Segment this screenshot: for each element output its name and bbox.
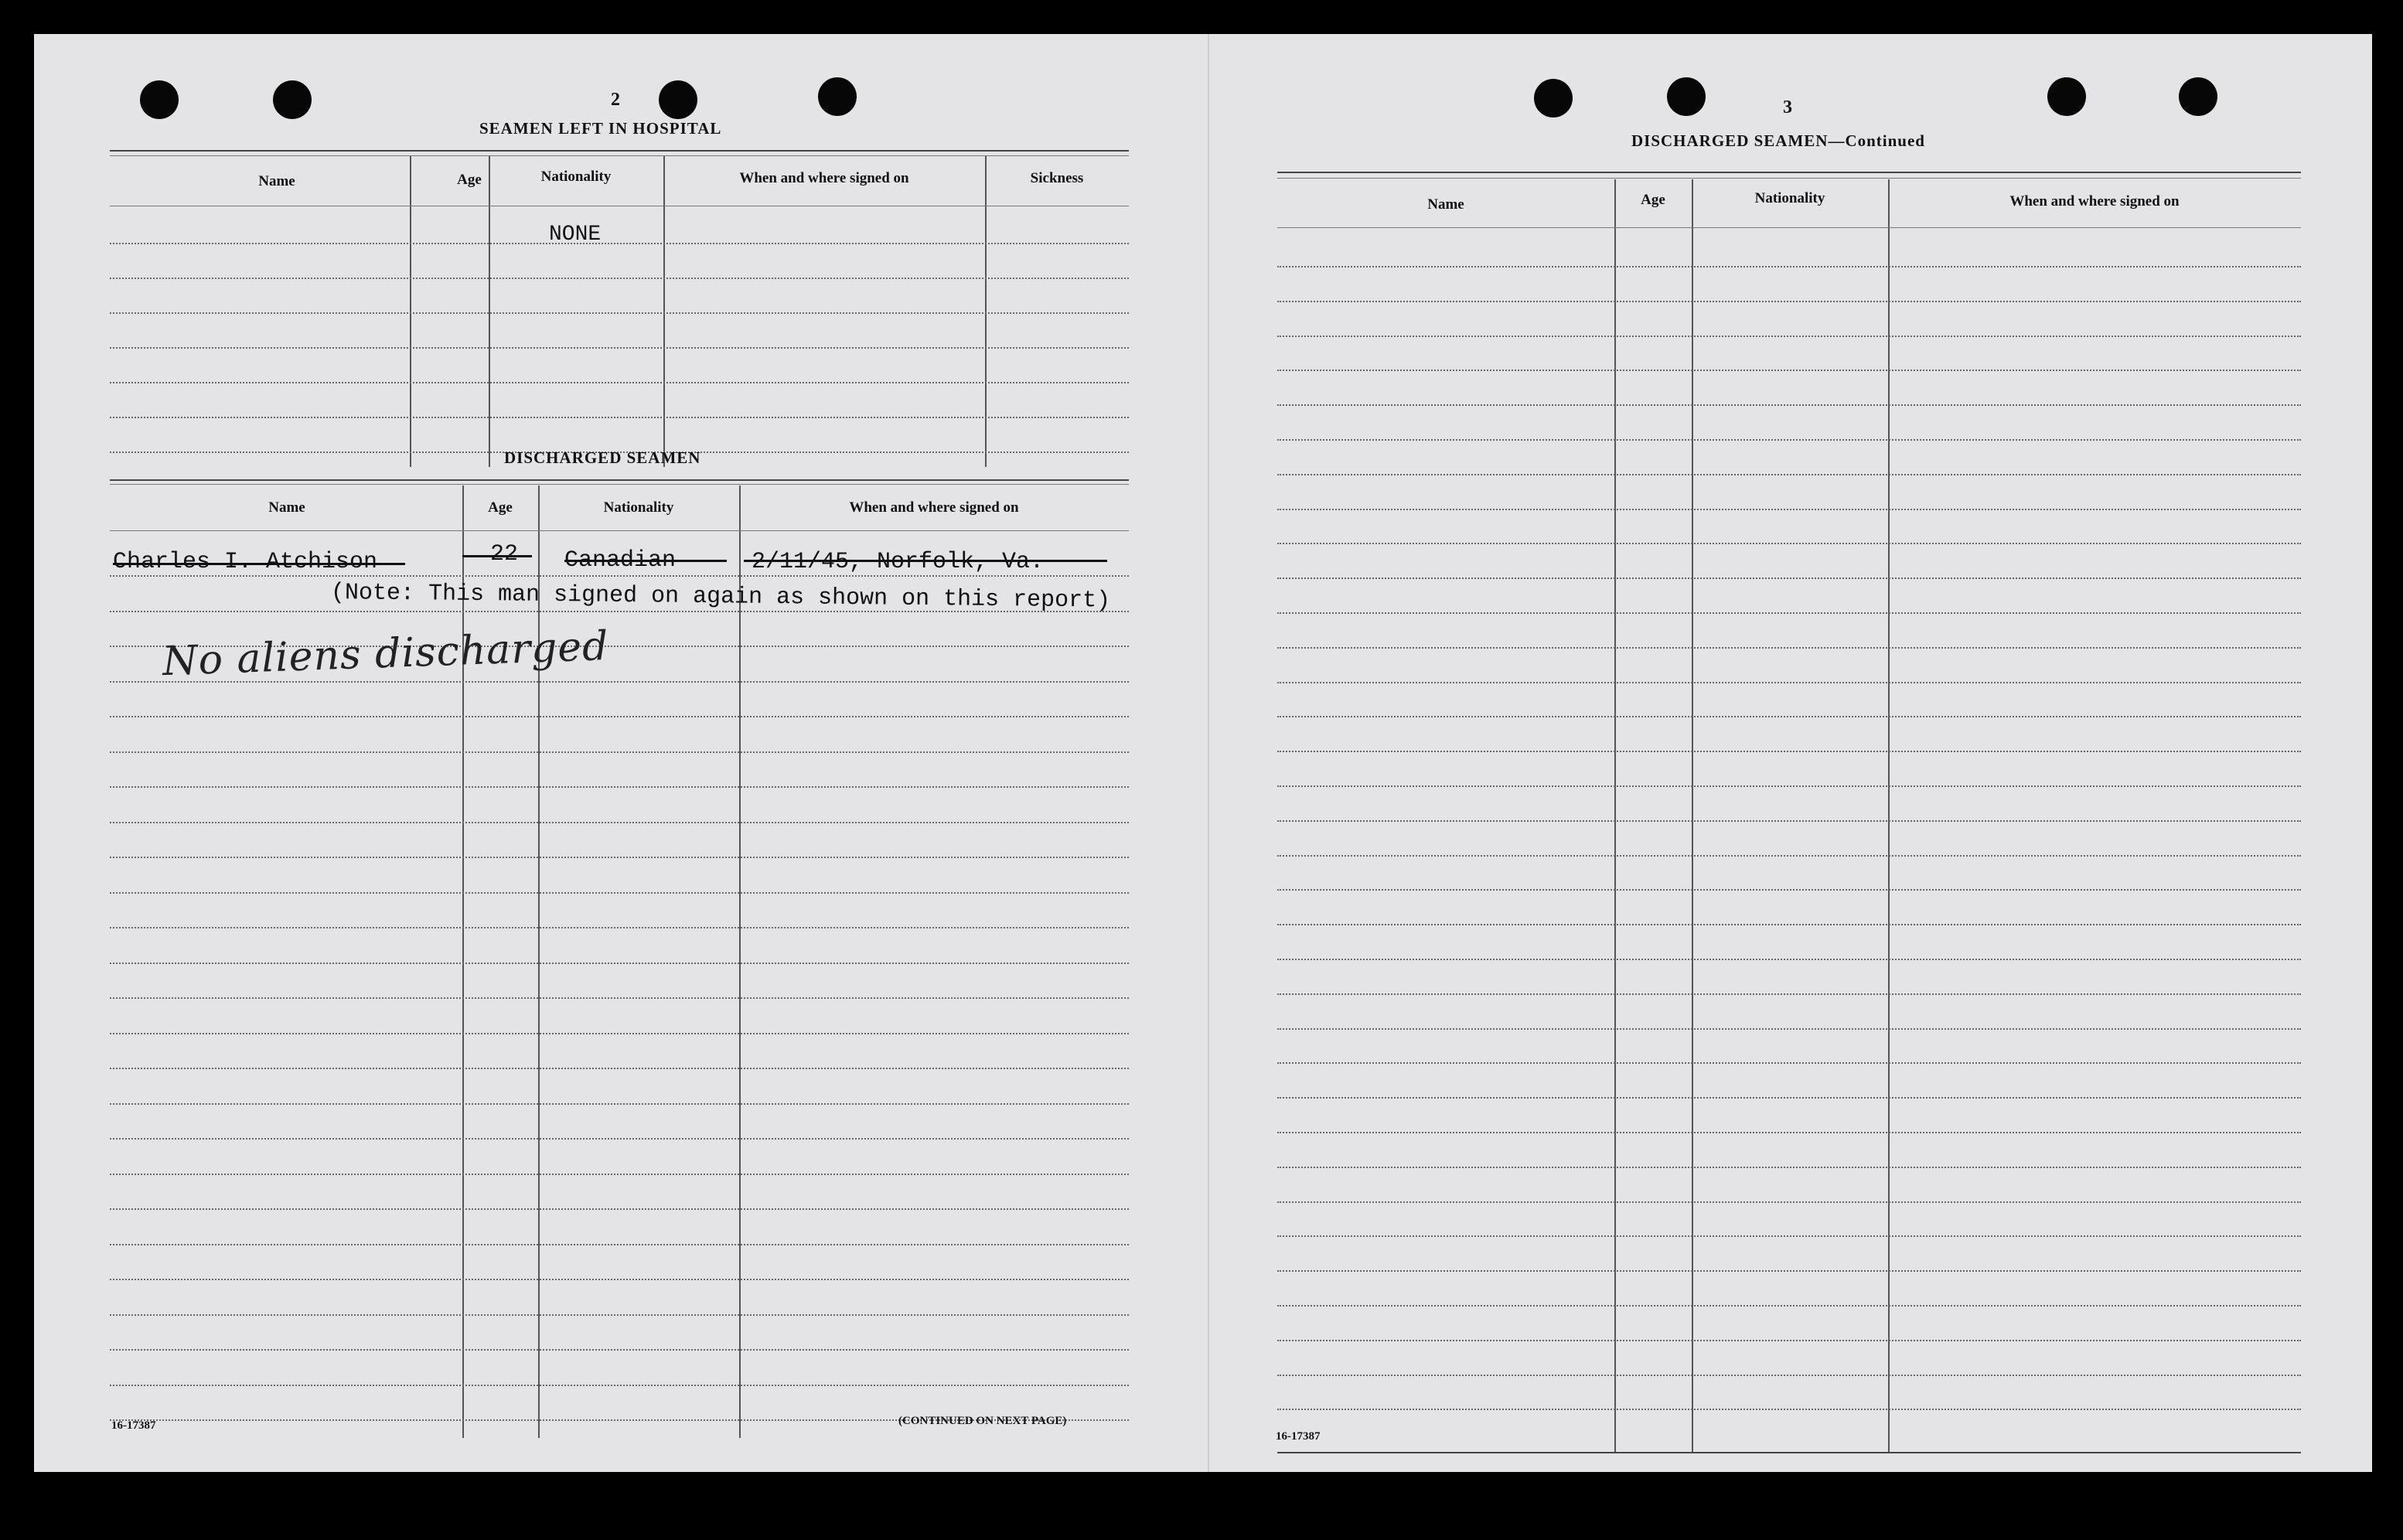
col-header-age: Age	[457, 172, 482, 188]
row-line	[1277, 1375, 2301, 1376]
row-line	[1277, 716, 2301, 717]
right-page	[1208, 34, 2372, 1472]
row-line	[110, 417, 1129, 418]
row-line	[110, 1385, 1129, 1386]
row-line	[110, 347, 1129, 349]
row-line	[110, 1138, 1129, 1140]
rule	[110, 530, 1129, 531]
form-number: 16-17387	[1276, 1430, 1321, 1443]
row-line	[1277, 682, 2301, 683]
column-rule	[985, 156, 987, 467]
row-line	[1277, 1028, 2301, 1030]
punch-hole	[2179, 77, 2217, 116]
row-line	[1277, 889, 2301, 891]
row-line	[1277, 266, 2301, 267]
row-line	[110, 1068, 1129, 1069]
row-line	[110, 997, 1129, 999]
rule	[1277, 227, 2301, 228]
row-line	[1277, 439, 2301, 441]
row-line	[1277, 785, 2301, 787]
row-line	[110, 857, 1129, 858]
punch-hole	[818, 77, 857, 116]
row-line	[1277, 1270, 2301, 1272]
row-line	[110, 751, 1129, 753]
rule	[110, 479, 1129, 481]
row-line	[1277, 336, 2301, 337]
row-line	[1277, 404, 2301, 406]
row-line	[110, 962, 1129, 964]
strike-through	[564, 560, 727, 562]
rule	[110, 484, 1129, 485]
row-line	[110, 1208, 1129, 1210]
col-header-age: Age	[1641, 192, 1665, 208]
handwritten-annotation: No aliens discharged	[162, 622, 610, 686]
row-line	[1277, 751, 2301, 752]
row-line	[1277, 1305, 2301, 1307]
seaman-signed-on: 2/11/45, Norfolk, Va.	[752, 549, 1045, 575]
row-line	[1277, 509, 2301, 510]
punch-hole	[273, 80, 312, 119]
page-title: DISCHARGED SEAMEN—Continued	[1631, 131, 1925, 150]
punch-hole	[1667, 77, 1706, 116]
row-line	[110, 1244, 1129, 1245]
hospital-section-title: SEAMEN LEFT IN HOSPITAL	[479, 119, 722, 138]
row-line	[1277, 1167, 2301, 1168]
row-line	[110, 1314, 1129, 1316]
row-line	[1277, 855, 2301, 857]
col-header-signed-on: When and where signed on	[739, 170, 909, 186]
column-rule	[489, 156, 490, 467]
form-number: 16-17387	[111, 1419, 156, 1432]
row-line	[110, 382, 1129, 383]
col-header-name: Name	[268, 499, 305, 516]
row-line	[1277, 924, 2301, 925]
row-line	[1277, 1201, 2301, 1203]
row-line	[110, 278, 1129, 279]
row-line	[110, 1174, 1129, 1175]
hospital-entry: NONE	[549, 223, 602, 247]
rule	[1277, 178, 2301, 179]
row-line	[110, 927, 1129, 928]
col-header-name: Name	[258, 173, 295, 189]
row-line	[110, 1103, 1129, 1105]
row-line	[1277, 1062, 2301, 1064]
col-header-age: Age	[488, 499, 513, 516]
row-line	[110, 1033, 1129, 1034]
strike-through	[744, 560, 1107, 562]
row-line	[110, 716, 1129, 717]
row-line	[1277, 1340, 2301, 1341]
row-line	[1277, 1409, 2301, 1410]
row-line	[110, 1349, 1129, 1351]
left-page	[34, 34, 1208, 1472]
column-rule	[739, 486, 741, 1438]
row-line	[1277, 959, 2301, 960]
row-line	[110, 892, 1129, 894]
row-line	[1277, 543, 2301, 544]
row-line	[1277, 1132, 2301, 1133]
punch-hole	[1534, 79, 1573, 118]
strike-through	[113, 563, 405, 565]
discharged-section-title: DISCHARGED SEAMEN	[504, 448, 701, 467]
punch-hole	[2047, 77, 2086, 116]
seaman-age: 22	[490, 541, 519, 567]
row-line	[1277, 647, 2301, 649]
column-rule	[663, 156, 665, 467]
rule	[110, 155, 1129, 156]
row-line	[110, 312, 1129, 314]
row-line	[110, 786, 1129, 788]
row-line	[110, 575, 1129, 577]
row-line	[1277, 820, 2301, 822]
row-line	[110, 822, 1129, 823]
col-header-signed-on: When and where signed on	[849, 499, 1019, 516]
note-text: (Note: This man signed on again as shown on this report)	[330, 580, 1111, 615]
col-header-name: Name	[1427, 196, 1464, 213]
page-number: 2	[611, 90, 620, 110]
page-number: 3	[1783, 97, 1792, 118]
rule	[110, 150, 1129, 152]
col-header-nationality: Nationality	[603, 499, 674, 516]
row-line	[1277, 578, 2301, 579]
seaman-name: Charles I. Atchison	[113, 549, 378, 575]
col-header-signed-on: When and where signed on	[2009, 193, 2180, 210]
rule	[1277, 1452, 2301, 1453]
strike-through	[462, 555, 532, 557]
punch-hole	[659, 80, 697, 119]
rule	[1277, 172, 2301, 173]
row-line	[1277, 474, 2301, 475]
column-rule	[410, 156, 411, 467]
row-line	[1277, 1235, 2301, 1237]
row-line	[1277, 1097, 2301, 1099]
row-line	[110, 243, 1129, 244]
row-line	[1277, 993, 2301, 995]
row-line	[1277, 370, 2301, 371]
col-header-sickness: Sickness	[1030, 170, 1084, 186]
col-header-nationality: Nationality	[540, 169, 612, 185]
seaman-nationality: Canadian	[564, 547, 677, 574]
row-line	[1277, 301, 2301, 302]
row-line	[110, 1279, 1129, 1280]
col-header-nationality: Nationality	[1754, 190, 1825, 206]
continued-note: (CONTINUED ON NEXT PAGE)	[898, 1415, 1067, 1427]
punch-hole	[140, 80, 179, 119]
row-line	[1277, 612, 2301, 614]
